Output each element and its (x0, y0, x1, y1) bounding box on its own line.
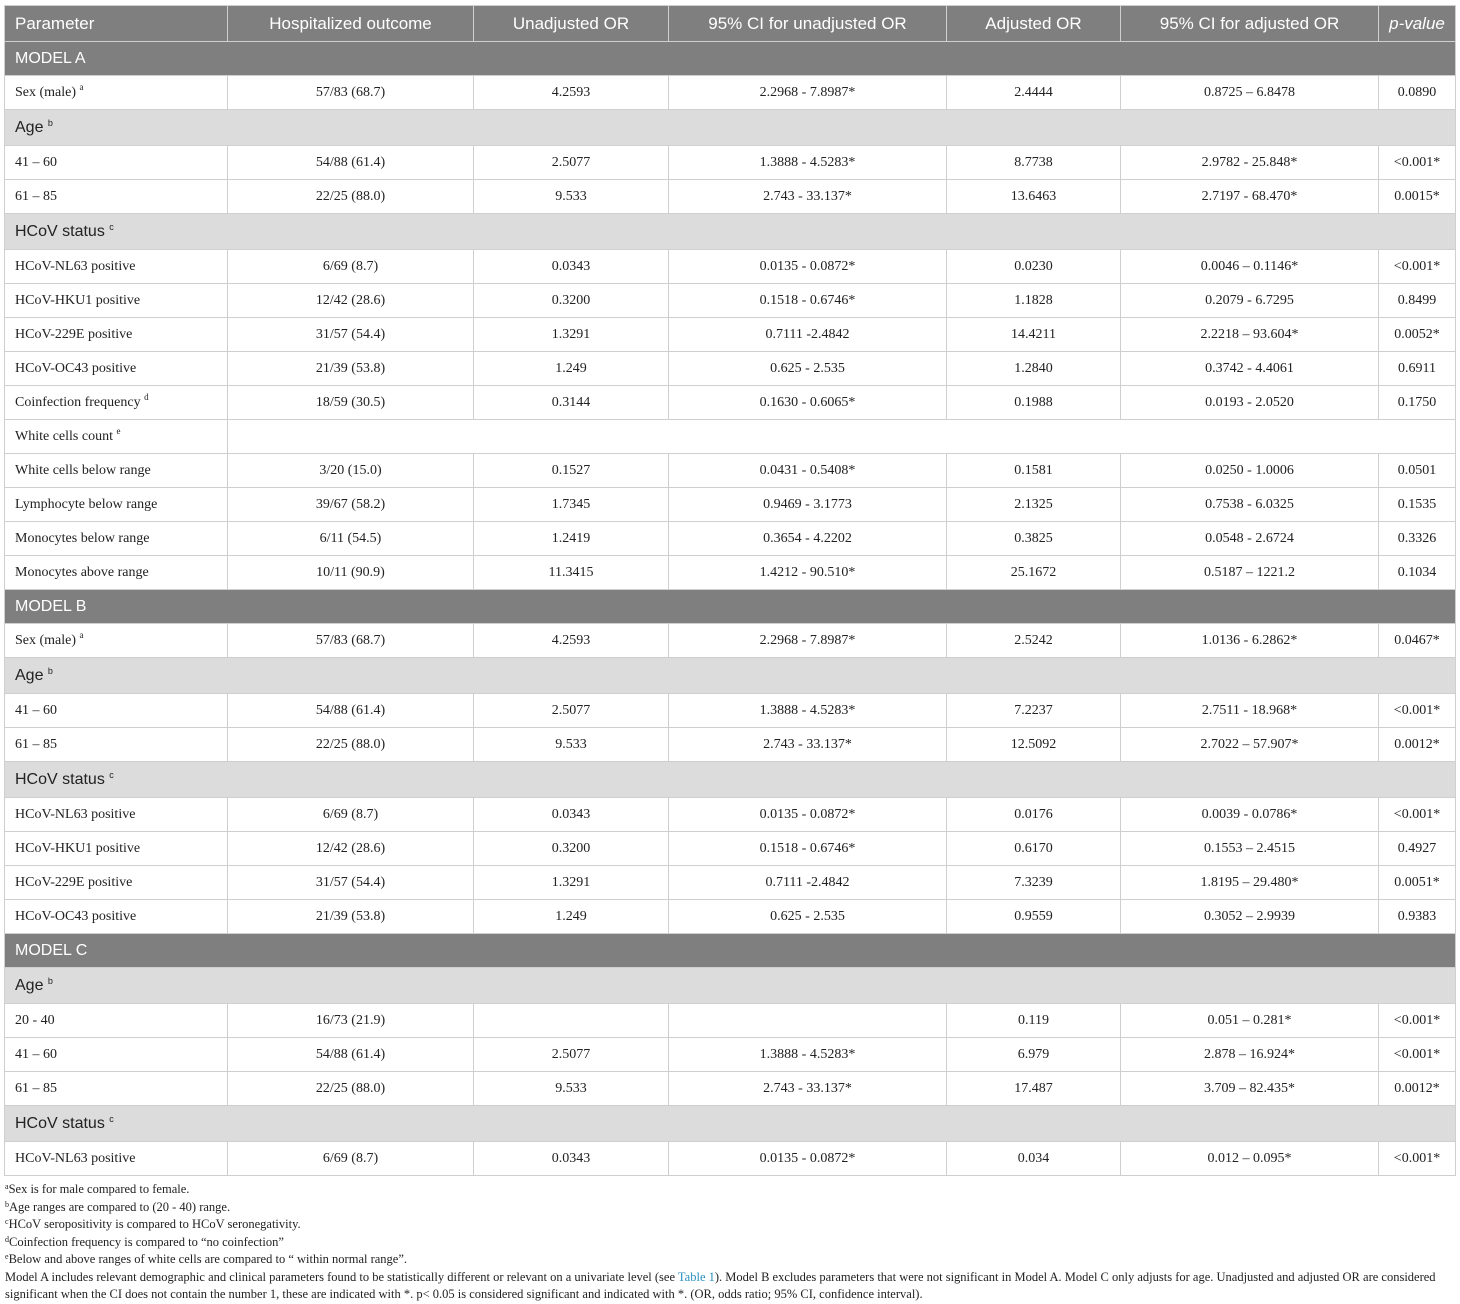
hospitalized-cell: 54/88 (61.4) (228, 146, 474, 180)
adjusted-or-cell: 1.1828 (947, 284, 1121, 318)
ci-adjusted-cell: 2.7511 - 18.968* (1121, 694, 1379, 728)
ci-unadjusted-cell: 0.0135 - 0.0872* (669, 798, 947, 832)
table-row (5, 556, 1456, 590)
row-label: 61 – 85 (15, 188, 57, 204)
unadjusted-or-cell: 9.533 (474, 728, 669, 762)
hospitalized-cell: 10/11 (90.9) (228, 556, 474, 590)
parameter-cell (5, 318, 228, 352)
p-value-cell: 0.0015* (1379, 180, 1456, 214)
header-row (5, 6, 1456, 42)
ci-adjusted-cell: 1.0136 - 6.2862* (1121, 624, 1379, 658)
table-row (5, 488, 1456, 522)
adjusted-or-cell: 2.4444 (947, 76, 1121, 110)
unadjusted-or-cell: 2.5077 (474, 1038, 669, 1072)
footnote-text: Sex is for male compared to female. (8, 1182, 190, 1196)
parameter-cell (5, 76, 228, 110)
hospitalized-cell: 54/88 (61.4) (228, 1038, 474, 1072)
footnote-marker: c (109, 769, 114, 780)
unadjusted-or-cell: 2.5077 (474, 146, 669, 180)
model-header-row (5, 590, 1456, 624)
header-p-value-text: p-value (1389, 13, 1445, 33)
p-value-cell: 0.6911 (1379, 352, 1456, 386)
model-header-row (5, 934, 1456, 968)
ci-unadjusted-cell: 0.9469 - 3.1773 (669, 488, 947, 522)
table-row (5, 832, 1456, 866)
p-value-cell: 0.0890 (1379, 76, 1456, 110)
unadjusted-or-cell: 0.3200 (474, 832, 669, 866)
table-note (5, 1269, 1455, 1304)
row-label: 41 – 60 (15, 1046, 57, 1062)
footnote-letter: c (5, 1217, 9, 1226)
parameter-cell (5, 146, 228, 180)
p-value-cell: <0.001* (1379, 250, 1456, 284)
parameter-cell (5, 1142, 228, 1176)
ci-adjusted-cell: 0.051 – 0.281* (1121, 1004, 1379, 1038)
table-row (5, 624, 1456, 658)
row-label: 20 - 40 (15, 1012, 55, 1028)
row-label: Age (15, 666, 44, 684)
table-row (5, 728, 1456, 762)
adjusted-or-cell: 0.1988 (947, 386, 1121, 420)
ci-unadjusted-cell: 0.0135 - 0.0872* (669, 1142, 947, 1176)
row-label: Sex (male) (15, 632, 77, 648)
model-title: MODEL C (5, 934, 1456, 968)
row-label: HCoV-NL63 positive (15, 1150, 136, 1166)
footnote (5, 1199, 1455, 1217)
hospitalized-cell: 57/83 (68.7) (228, 76, 474, 110)
footnote-marker: d (144, 391, 149, 402)
ci-adjusted-cell: 0.1553 – 2.4515 (1121, 832, 1379, 866)
adjusted-or-cell: 2.1325 (947, 488, 1121, 522)
unadjusted-or-cell: 0.3200 (474, 284, 669, 318)
p-value-cell: 0.1034 (1379, 556, 1456, 590)
table-row (5, 1038, 1456, 1072)
table-body (5, 42, 1456, 1176)
p-value-cell: <0.001* (1379, 798, 1456, 832)
adjusted-or-cell: 6.979 (947, 1038, 1121, 1072)
ci-unadjusted-cell: 2.2968 - 7.8987* (669, 624, 947, 658)
adjusted-or-cell: 0.119 (947, 1004, 1121, 1038)
adjusted-or-cell: 25.1672 (947, 556, 1121, 590)
parameter-cell (5, 488, 228, 522)
parameter-cell (5, 556, 228, 590)
table-row (5, 76, 1456, 110)
footnote-marker: e (116, 425, 121, 436)
adjusted-or-cell: 0.0176 (947, 798, 1121, 832)
hospitalized-cell: 57/83 (68.7) (228, 624, 474, 658)
group-label-cell (5, 658, 1456, 694)
note-after: ). Model B excludes parameters that were not significant in Model A. Model C only adjusts for age. Unadjusted and adjusted OR are considered significant when the CI does not contain the number 1, these are indicated with *. p< 0.05 is considered significant and indicated with *. (OR, odds ratio; 95% CI, confidence interval). (5, 1269, 1436, 1301)
header-unadjusted-or: Unadjusted OR (474, 6, 669, 42)
ci-adjusted-cell: 2.9782 - 25.848* (1121, 146, 1379, 180)
row-label: HCoV-HKU1 positive (15, 840, 141, 856)
p-value-cell: 0.0052* (1379, 318, 1456, 352)
hospitalized-cell: 3/20 (15.0) (228, 454, 474, 488)
adjusted-or-cell: 12.5092 (947, 728, 1121, 762)
ci-unadjusted-cell: 0.625 - 2.535 (669, 900, 947, 934)
model-title: MODEL B (5, 590, 1456, 624)
adjusted-or-cell: 0.1581 (947, 454, 1121, 488)
ci-adjusted-cell: 0.0548 - 2.6724 (1121, 522, 1379, 556)
parameter-cell (5, 180, 228, 214)
ci-adjusted-cell: 0.0193 - 2.0520 (1121, 386, 1379, 420)
unadjusted-or-cell: 4.2593 (474, 624, 669, 658)
subheader-label-cell (5, 420, 228, 454)
footnote-text: Age ranges are compared to (20 - 40) range. (9, 1199, 231, 1214)
hospitalized-cell: 12/42 (28.6) (228, 832, 474, 866)
header-p-value (1379, 6, 1456, 42)
unadjusted-or-cell: 1.249 (474, 352, 669, 386)
row-label: Monocytes above range (15, 564, 149, 580)
unadjusted-or-cell: 9.533 (474, 180, 669, 214)
adjusted-or-cell: 0.034 (947, 1142, 1121, 1176)
ci-adjusted-cell: 0.012 – 0.095* (1121, 1142, 1379, 1176)
ci-unadjusted-cell: 2.743 - 33.137* (669, 728, 947, 762)
footnote (5, 1251, 1455, 1269)
table-row (5, 900, 1456, 934)
note-before: Model A includes relevant demographic and clinical parameters found to be statistically different or relevant on a univariate level (see (5, 1269, 678, 1284)
odds-ratio-table (4, 5, 1456, 1176)
table-row (5, 250, 1456, 284)
group-row (5, 1106, 1456, 1142)
adjusted-or-cell: 14.4211 (947, 318, 1121, 352)
table-row (5, 454, 1456, 488)
group-row (5, 968, 1456, 1004)
hospitalized-cell: 21/39 (53.8) (228, 352, 474, 386)
ci-adjusted-cell: 0.3052 – 2.9939 (1121, 900, 1379, 934)
header-adjusted-or: Adjusted OR (947, 6, 1121, 42)
hospitalized-cell: 22/25 (88.0) (228, 180, 474, 214)
parameter-cell (5, 284, 228, 318)
p-value-cell: 0.8499 (1379, 284, 1456, 318)
ci-adjusted-cell: 0.8725 – 6.8478 (1121, 76, 1379, 110)
hospitalized-cell: 6/69 (8.7) (228, 798, 474, 832)
ci-adjusted-cell: 2.2218 – 93.604* (1121, 318, 1379, 352)
table-row (5, 1072, 1456, 1106)
adjusted-or-cell: 8.7738 (947, 146, 1121, 180)
p-value-cell: 0.1750 (1379, 386, 1456, 420)
table-row (5, 180, 1456, 214)
unadjusted-or-cell: 11.3415 (474, 556, 669, 590)
p-value-cell: <0.001* (1379, 1004, 1456, 1038)
parameter-cell (5, 352, 228, 386)
parameter-cell (5, 900, 228, 934)
table-row (5, 386, 1456, 420)
parameter-cell (5, 694, 228, 728)
ci-adjusted-cell: 0.0046 – 0.1146* (1121, 250, 1379, 284)
footnote-marker: a (79, 81, 84, 92)
group-label-cell (5, 214, 1456, 250)
row-label: 41 – 60 (15, 154, 57, 170)
row-label: 61 – 85 (15, 1080, 57, 1096)
ci-unadjusted-cell (669, 1004, 947, 1038)
header-hospitalized-outcome: Hospitalized outcome (228, 6, 474, 42)
table-row (5, 284, 1456, 318)
unadjusted-or-cell: 0.0343 (474, 250, 669, 284)
unadjusted-or-cell: 2.5077 (474, 694, 669, 728)
row-label: Coinfection frequency (15, 394, 141, 410)
ci-unadjusted-cell: 0.1518 - 0.6746* (669, 832, 947, 866)
parameter-cell (5, 624, 228, 658)
hospitalized-cell: 6/69 (8.7) (228, 250, 474, 284)
ci-unadjusted-cell: 0.0135 - 0.0872* (669, 250, 947, 284)
table-row (5, 318, 1456, 352)
ci-adjusted-cell: 0.0039 - 0.0786* (1121, 798, 1379, 832)
parameter-cell (5, 1072, 228, 1106)
footnote-letter: b (5, 1199, 9, 1209)
parameter-cell (5, 250, 228, 284)
parameter-cell (5, 728, 228, 762)
group-row (5, 658, 1456, 694)
table-container (4, 5, 1455, 1304)
row-label: HCoV status (15, 770, 105, 788)
row-label: Sex (male) (15, 84, 77, 100)
adjusted-or-cell: 17.487 (947, 1072, 1121, 1106)
parameter-cell (5, 832, 228, 866)
empty-cell (228, 420, 1456, 454)
p-value-cell: 0.0501 (1379, 454, 1456, 488)
p-value-cell: 0.0012* (1379, 728, 1456, 762)
ci-unadjusted-cell: 2.743 - 33.137* (669, 1072, 947, 1106)
hospitalized-cell: 31/57 (54.4) (228, 318, 474, 352)
p-value-cell: 0.4927 (1379, 832, 1456, 866)
hospitalized-cell: 54/88 (61.4) (228, 694, 474, 728)
ci-adjusted-cell: 2.7197 - 68.470* (1121, 180, 1379, 214)
footnote (5, 1234, 1455, 1252)
row-label: HCoV-229E positive (15, 326, 133, 342)
unadjusted-or-cell: 0.1527 (474, 454, 669, 488)
hospitalized-cell: 39/67 (58.2) (228, 488, 474, 522)
adjusted-or-cell: 1.2840 (947, 352, 1121, 386)
group-row (5, 214, 1456, 250)
ci-adjusted-cell: 0.2079 - 6.7295 (1121, 284, 1379, 318)
p-value-cell: 0.3326 (1379, 522, 1456, 556)
row-label: 61 – 85 (15, 736, 57, 752)
footnote-marker: b (47, 117, 53, 128)
adjusted-or-cell: 0.3825 (947, 522, 1121, 556)
table-row (5, 798, 1456, 832)
ci-unadjusted-cell: 1.4212 - 90.510* (669, 556, 947, 590)
adjusted-or-cell: 7.3239 (947, 866, 1121, 900)
group-row (5, 762, 1456, 798)
footnote-list (5, 1181, 1455, 1269)
subheader-row (5, 420, 1456, 454)
adjusted-or-cell: 2.5242 (947, 624, 1121, 658)
footnote (5, 1216, 1455, 1234)
p-value-cell: 0.9383 (1379, 900, 1456, 934)
row-label: Monocytes below range (15, 530, 150, 546)
ci-unadjusted-cell: 1.3888 - 4.5283* (669, 694, 947, 728)
parameter-cell (5, 522, 228, 556)
ci-unadjusted-cell: 0.7111 -2.4842 (669, 866, 947, 900)
table1-link[interactable]: Table 1 (677, 1269, 715, 1284)
table-row (5, 866, 1456, 900)
unadjusted-or-cell: 0.0343 (474, 798, 669, 832)
footnote-marker: c (109, 1113, 114, 1124)
group-label-cell (5, 110, 1456, 146)
row-label: HCoV-229E positive (15, 874, 133, 890)
table-row (5, 522, 1456, 556)
row-label: HCoV status (15, 222, 105, 240)
row-label: White cells below range (15, 462, 151, 478)
table-row (5, 1004, 1456, 1038)
ci-adjusted-cell: 0.5187 – 1221.2 (1121, 556, 1379, 590)
group-label-cell (5, 762, 1456, 798)
footnote-marker: c (109, 221, 114, 232)
row-label: HCoV-OC43 positive (15, 360, 137, 376)
hospitalized-cell: 12/42 (28.6) (228, 284, 474, 318)
row-label: HCoV-OC43 positive (15, 908, 137, 924)
footnote-letter: e (5, 1252, 9, 1261)
ci-adjusted-cell: 2.7022 – 57.907* (1121, 728, 1379, 762)
adjusted-or-cell: 0.6170 (947, 832, 1121, 866)
ci-adjusted-cell: 0.3742 - 4.4061 (1121, 352, 1379, 386)
unadjusted-or-cell: 9.533 (474, 1072, 669, 1106)
header-ci-unadjusted: 95% CI for unadjusted OR (669, 6, 947, 42)
hospitalized-cell: 21/39 (53.8) (228, 900, 474, 934)
unadjusted-or-cell: 0.3144 (474, 386, 669, 420)
p-value-cell: 0.0051* (1379, 866, 1456, 900)
group-label-cell (5, 1106, 1456, 1142)
hospitalized-cell: 22/25 (88.0) (228, 728, 474, 762)
ci-unadjusted-cell: 0.1518 - 0.6746* (669, 284, 947, 318)
parameter-cell (5, 454, 228, 488)
footnote-marker: a (79, 629, 84, 640)
unadjusted-or-cell: 0.0343 (474, 1142, 669, 1176)
group-row (5, 110, 1456, 146)
adjusted-or-cell: 0.9559 (947, 900, 1121, 934)
footnote-marker: b (47, 665, 53, 676)
footnote (5, 1181, 1455, 1199)
parameter-cell (5, 386, 228, 420)
table-row (5, 352, 1456, 386)
ci-unadjusted-cell: 0.7111 -2.4842 (669, 318, 947, 352)
unadjusted-or-cell: 1.3291 (474, 318, 669, 352)
table-row (5, 146, 1456, 180)
ci-unadjusted-cell: 2.2968 - 7.8987* (669, 76, 947, 110)
row-label: Age (15, 118, 44, 136)
hospitalized-cell: 18/59 (30.5) (228, 386, 474, 420)
unadjusted-or-cell: 1.7345 (474, 488, 669, 522)
hospitalized-cell: 16/73 (21.9) (228, 1004, 474, 1038)
row-label: Age (15, 976, 44, 994)
footnote-marker: b (47, 975, 53, 986)
row-label: 41 – 60 (15, 702, 57, 718)
header-parameter: Parameter (5, 6, 228, 42)
p-value-cell: <0.001* (1379, 1142, 1456, 1176)
unadjusted-or-cell (474, 1004, 669, 1038)
table-row (5, 1142, 1456, 1176)
p-value-cell: <0.001* (1379, 1038, 1456, 1072)
footnote-text: Coinfection frequency is compared to “no coinfection” (9, 1234, 284, 1249)
parameter-cell (5, 798, 228, 832)
hospitalized-cell: 6/69 (8.7) (228, 1142, 474, 1176)
row-label: HCoV-HKU1 positive (15, 292, 141, 308)
adjusted-or-cell: 7.2237 (947, 694, 1121, 728)
hospitalized-cell: 31/57 (54.4) (228, 866, 474, 900)
group-label-cell (5, 968, 1456, 1004)
row-label: Lymphocyte below range (15, 496, 158, 512)
footnote-text: Below and above ranges of white cells are compared to “ within normal range”. (8, 1252, 408, 1266)
ci-adjusted-cell: 3.709 – 82.435* (1121, 1072, 1379, 1106)
footnote-letter: d (5, 1234, 9, 1244)
adjusted-or-cell: 13.6463 (947, 180, 1121, 214)
unadjusted-or-cell: 1.249 (474, 900, 669, 934)
unadjusted-or-cell: 4.2593 (474, 76, 669, 110)
row-label: HCoV-NL63 positive (15, 806, 136, 822)
table-row (5, 694, 1456, 728)
ci-unadjusted-cell: 0.0431 - 0.5408* (669, 454, 947, 488)
row-label: HCoV status (15, 1114, 105, 1132)
hospitalized-cell: 6/11 (54.5) (228, 522, 474, 556)
parameter-cell (5, 1038, 228, 1072)
footnote-text: HCoV seropositivity is compared to HCoV seronegativity. (8, 1217, 301, 1231)
unadjusted-or-cell: 1.3291 (474, 866, 669, 900)
p-value-cell: 0.1535 (1379, 488, 1456, 522)
ci-unadjusted-cell: 0.3654 - 4.2202 (669, 522, 947, 556)
p-value-cell: <0.001* (1379, 146, 1456, 180)
footnote-letter: a (5, 1182, 9, 1191)
parameter-cell (5, 866, 228, 900)
p-value-cell: 0.0012* (1379, 1072, 1456, 1106)
ci-unadjusted-cell: 0.625 - 2.535 (669, 352, 947, 386)
parameter-cell (5, 1004, 228, 1038)
model-header-row (5, 42, 1456, 76)
table-footnotes (4, 1176, 1455, 1304)
hospitalized-cell: 22/25 (88.0) (228, 1072, 474, 1106)
ci-unadjusted-cell: 2.743 - 33.137* (669, 180, 947, 214)
adjusted-or-cell: 0.0230 (947, 250, 1121, 284)
ci-adjusted-cell: 0.0250 - 1.0006 (1121, 454, 1379, 488)
ci-adjusted-cell: 0.7538 - 6.0325 (1121, 488, 1379, 522)
ci-unadjusted-cell: 1.3888 - 4.5283* (669, 146, 947, 180)
row-label: White cells count (15, 428, 113, 444)
row-label: HCoV-NL63 positive (15, 258, 136, 274)
ci-unadjusted-cell: 1.3888 - 4.5283* (669, 1038, 947, 1072)
model-title: MODEL A (5, 42, 1456, 76)
p-value-cell: 0.0467* (1379, 624, 1456, 658)
unadjusted-or-cell: 1.2419 (474, 522, 669, 556)
ci-adjusted-cell: 1.8195 – 29.480* (1121, 866, 1379, 900)
header-ci-adjusted: 95% CI for adjusted OR (1121, 6, 1379, 42)
ci-adjusted-cell: 2.878 – 16.924* (1121, 1038, 1379, 1072)
p-value-cell: <0.001* (1379, 694, 1456, 728)
ci-unadjusted-cell: 0.1630 - 0.6065* (669, 386, 947, 420)
